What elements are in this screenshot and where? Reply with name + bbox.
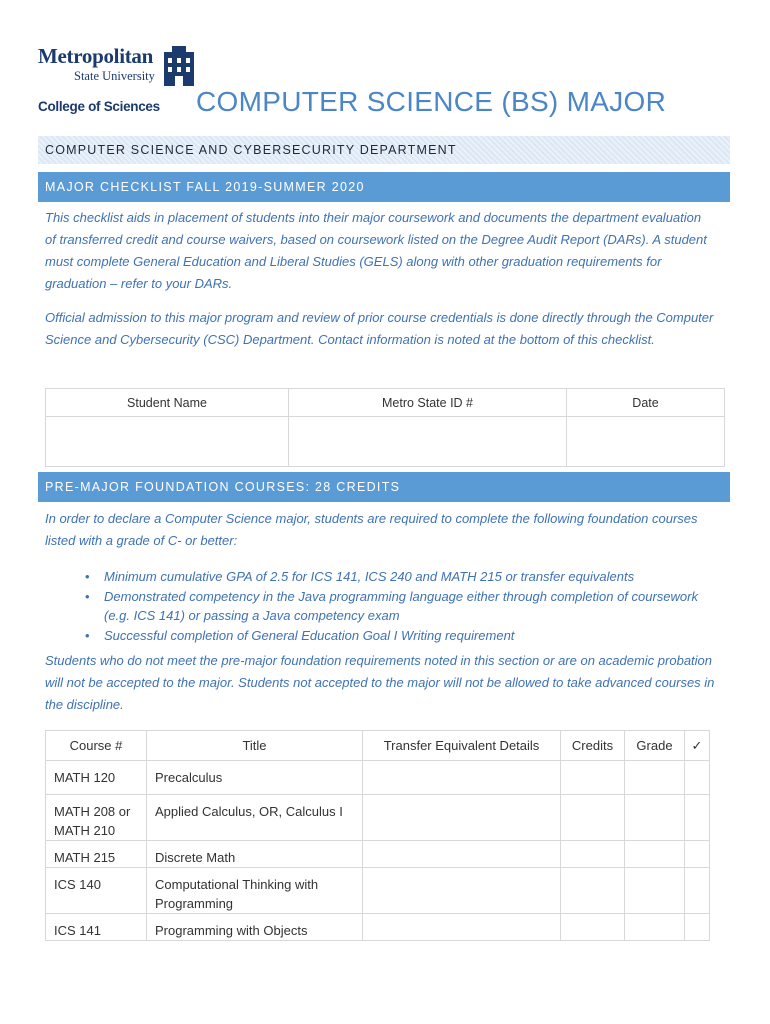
course-title: Discrete Math bbox=[147, 841, 363, 868]
student-name-field[interactable] bbox=[46, 417, 289, 467]
date-header: Date bbox=[567, 389, 725, 417]
list-item: • Minimum cumulative GPA of 2.5 for ICS 141, ICS 240 and MATH 215 or transfer equivalents bbox=[85, 567, 705, 587]
table-row bbox=[46, 841, 710, 868]
course-number: MATH 120 bbox=[46, 761, 147, 795]
grade-cell[interactable] bbox=[625, 868, 685, 914]
check-cell[interactable] bbox=[685, 914, 710, 941]
grade-header: Grade bbox=[625, 731, 685, 761]
course-table bbox=[45, 730, 710, 941]
date-field[interactable] bbox=[567, 417, 725, 467]
grade-cell[interactable] bbox=[625, 914, 685, 941]
credits-cell[interactable] bbox=[561, 761, 625, 795]
table-header-row bbox=[46, 731, 710, 761]
table-row bbox=[46, 868, 710, 914]
college-name: College of Sciences bbox=[38, 99, 160, 114]
checklist-header: MAJOR CHECKLIST FALL 2019-SUMMER 2020 bbox=[45, 180, 365, 194]
transfer-cell[interactable] bbox=[363, 841, 561, 868]
page-title: COMPUTER SCIENCE (BS) MAJOR bbox=[196, 86, 667, 117]
course-title: Precalculus bbox=[147, 761, 363, 795]
department-band bbox=[38, 136, 730, 164]
credits-cell[interactable] bbox=[561, 795, 625, 841]
course-title: Programming with Objects bbox=[147, 914, 363, 941]
transfer-cell[interactable] bbox=[363, 914, 561, 941]
checklist-header-band bbox=[38, 172, 730, 202]
premajor-intro: In order to declare a Computer Science major, students are required to complete the following foundation courses listed with a grade of C- or better: bbox=[45, 511, 698, 548]
student-name-header: Student Name bbox=[46, 389, 289, 417]
course-title: Computational Thinking with Programming bbox=[147, 868, 363, 914]
building-icon bbox=[162, 46, 196, 86]
requirement-list bbox=[85, 567, 705, 645]
credits-cell[interactable] bbox=[561, 841, 625, 868]
student-id-header: Metro State ID # bbox=[289, 389, 567, 417]
credits-header: Credits bbox=[561, 731, 625, 761]
course-title: Applied Calculus, OR, Calculus I bbox=[147, 795, 363, 841]
check-cell[interactable] bbox=[685, 795, 710, 841]
check-cell[interactable] bbox=[685, 868, 710, 914]
intro-paragraph: This checklist aids in placement of students into their major coursework and documents the department evaluation of transferred credit and course waivers, based on coursework listed on the Degree Audit Report (DARs). A student must complete General Education and Liberal Studies (GELS) along with other graduation requirements for graduation – refer to your DARs. bbox=[45, 210, 707, 291]
transfer-cell[interactable] bbox=[363, 761, 561, 795]
premajor-warning: Students who do not meet the pre-major foundation requirements noted in this section or are on academic probation will not be accepted to the major. Students not accepted to the major will not be allowed to take advanced courses in the discipline. bbox=[45, 653, 715, 712]
grade-cell[interactable] bbox=[625, 795, 685, 841]
logo-subname: State University bbox=[74, 69, 155, 83]
premajor-header: PRE-MAJOR FOUNDATION COURSES: 28 CREDITS bbox=[45, 480, 401, 494]
table-row bbox=[46, 761, 710, 795]
list-item: • Successful completion of General Education Goal I Writing requirement bbox=[85, 626, 705, 646]
course-header: Course # bbox=[46, 731, 147, 761]
table-row bbox=[46, 914, 710, 941]
student-info-table bbox=[45, 388, 725, 467]
student-id-field[interactable] bbox=[289, 417, 567, 467]
transfer-cell[interactable] bbox=[363, 868, 561, 914]
course-number: MATH 215 bbox=[46, 841, 147, 868]
credits-cell[interactable] bbox=[561, 868, 625, 914]
transfer-header: Transfer Equivalent Details bbox=[363, 731, 561, 761]
grade-cell[interactable] bbox=[625, 761, 685, 795]
department-name: COMPUTER SCIENCE AND CYBERSECURITY DEPARTMENT bbox=[45, 143, 457, 157]
course-number: ICS 141 bbox=[46, 914, 147, 941]
grade-cell[interactable] bbox=[625, 841, 685, 868]
university-logo bbox=[38, 44, 198, 119]
logo-name: Metropolitan bbox=[38, 44, 153, 68]
check-header-icon: ✓ bbox=[685, 731, 710, 761]
admission-paragraph: Official admission to this major program and review of prior course credentials is done directly through the Computer Science and Cybersecurity (CSC) Department. Contact information is noted at the bottom of this checklist. bbox=[45, 310, 714, 347]
course-number: MATH 208 or MATH 210 bbox=[46, 795, 147, 841]
title-header: Title bbox=[147, 731, 363, 761]
premajor-header-band bbox=[38, 472, 730, 502]
check-cell[interactable] bbox=[685, 761, 710, 795]
transfer-cell[interactable] bbox=[363, 795, 561, 841]
list-item: • Demonstrated competency in the Java programming language either through completion of coursework (e.g. ICS 141) or passing a Java competency exam bbox=[85, 587, 705, 626]
check-cell[interactable] bbox=[685, 841, 710, 868]
table-row bbox=[46, 795, 710, 841]
credits-cell[interactable] bbox=[561, 914, 625, 941]
course-number: ICS 140 bbox=[46, 868, 147, 914]
